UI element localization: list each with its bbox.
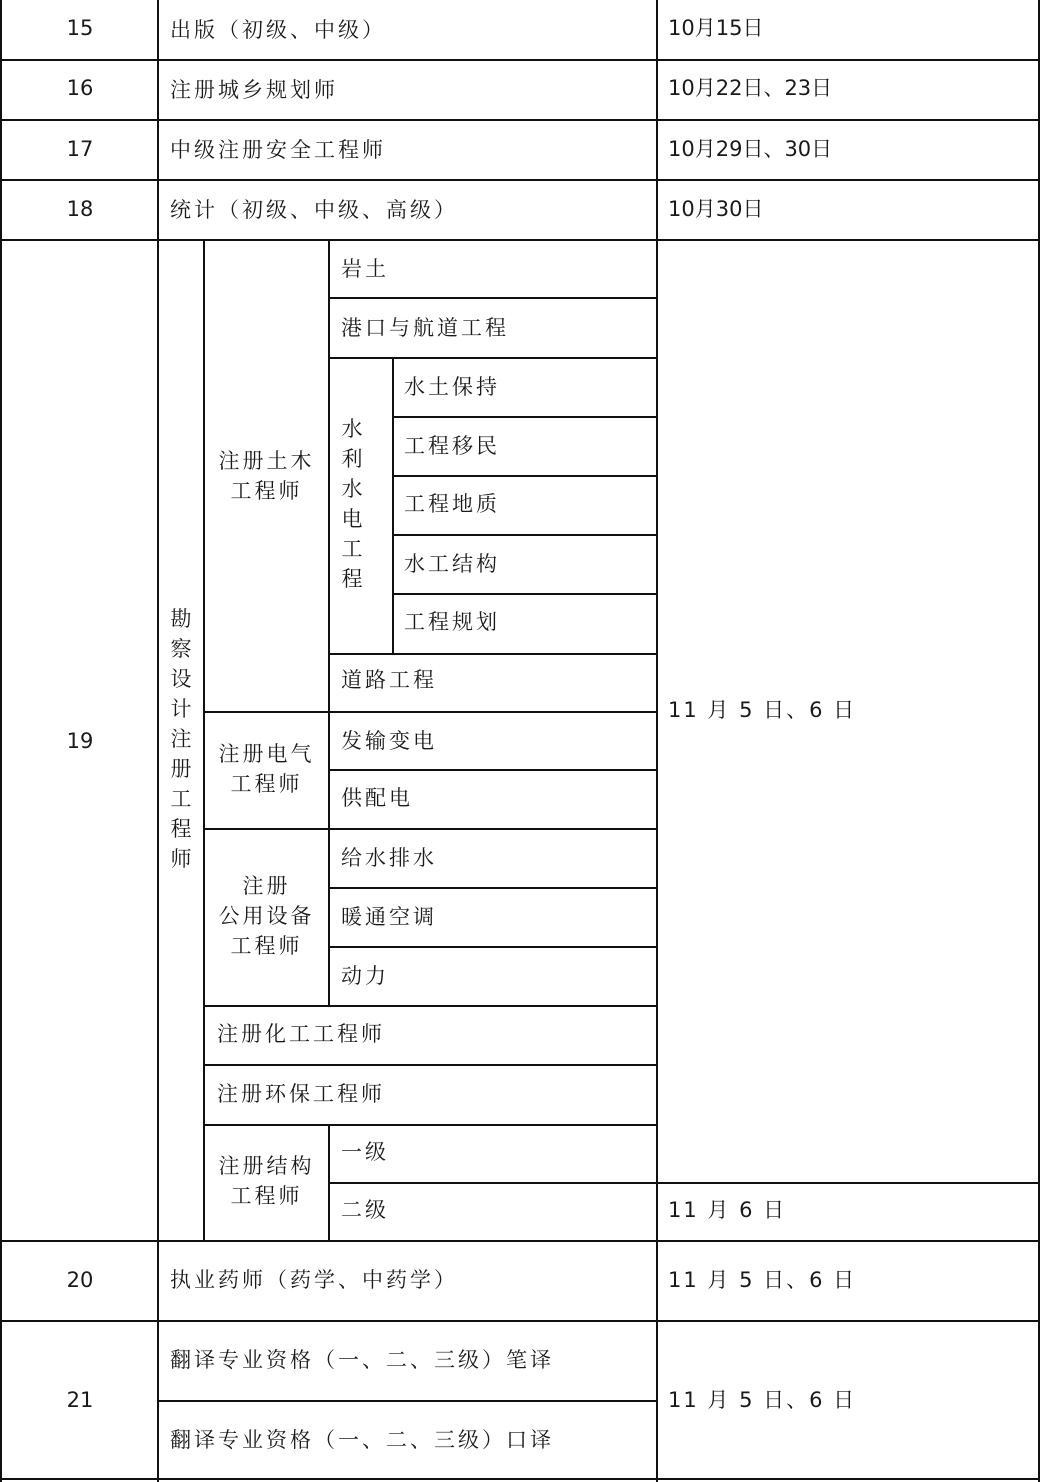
row-number: 19 <box>66 729 94 753</box>
grid-line <box>392 593 658 595</box>
label-line: 注册 <box>242 874 291 898</box>
grid-line <box>328 769 658 771</box>
exam-date: 11 月 5 日、6 日 <box>668 1268 857 1292</box>
grid-line <box>328 357 658 359</box>
specialty: 供配电 <box>341 786 413 810</box>
label-line: 工程师 <box>230 1184 303 1208</box>
hydro-item: 工程规划 <box>404 610 500 634</box>
hydro-item: 水土保持 <box>404 375 500 399</box>
civil-engineer-label <box>205 446 328 506</box>
exam-date: 10月29日、30日 <box>668 137 833 161</box>
specialty: 港口与航道工程 <box>341 316 509 340</box>
row-number: 17 <box>66 137 94 161</box>
grid-line <box>0 1320 1040 1322</box>
specialty: 发输变电 <box>341 729 437 753</box>
electrical-engineer-label <box>205 739 328 799</box>
row-number: 18 <box>66 197 94 221</box>
exam-name: 统计（初级、中级、高级） <box>170 198 458 222</box>
row-number: 15 <box>66 16 94 40</box>
specialty: 岩土 <box>341 257 389 281</box>
grid-line <box>328 887 658 889</box>
grid-line <box>392 534 658 536</box>
grid-line <box>392 475 658 477</box>
grid-line <box>328 239 330 1006</box>
exam-name: 中级注册安全工程师 <box>170 138 386 162</box>
grid-line <box>0 119 1040 121</box>
row-number: 16 <box>66 76 94 100</box>
grid-line <box>0 239 1040 241</box>
row-number: 21 <box>66 1388 94 1412</box>
row-number: 20 <box>66 1268 94 1292</box>
exam-date: 10月15日 <box>668 16 764 40</box>
label-line: 公用设备 <box>218 904 315 928</box>
structural-engineer-label <box>205 1151 328 1211</box>
hydro-item: 工程移民 <box>404 434 500 458</box>
exam-date: 10月30日 <box>668 197 764 221</box>
grid-line <box>0 59 1040 61</box>
grid-line <box>328 653 658 655</box>
specialty: 动力 <box>341 964 389 988</box>
label-line: 工程师 <box>230 934 303 958</box>
specialty: 道路工程 <box>341 668 437 692</box>
grid-line <box>203 828 658 830</box>
grid-line <box>392 357 394 653</box>
utility-engineer-label <box>205 871 328 961</box>
hydro-label: 水利水电工程 <box>341 417 363 591</box>
exam-name: 出版（初级、中级） <box>170 18 386 42</box>
grid-line <box>328 946 658 948</box>
category-label: 勘察设计注册工程师 <box>170 607 192 871</box>
grid-line <box>157 1400 658 1402</box>
exam-name: 注册城乡规划师 <box>170 78 338 102</box>
label-line: 注册结构 <box>218 1154 315 1178</box>
specialty: 一级 <box>341 1140 389 1164</box>
exam-date: 10月22日、23日 <box>668 76 833 100</box>
grid-line <box>203 1064 658 1066</box>
grid-line <box>0 1478 1040 1480</box>
exam-date: 11 月 6 日 <box>668 1198 787 1222</box>
exam-date: 11 月 5 日、6 日 <box>668 698 857 722</box>
label-line: 注册土木 <box>218 449 315 473</box>
grid-line <box>656 0 658 1482</box>
specialty: 注册化工工程师 <box>217 1022 385 1046</box>
exam-name: 翻译专业资格（一、二、三级）笔译 <box>170 1348 554 1372</box>
grid-line <box>392 416 658 418</box>
specialty: 二级 <box>341 1198 389 1222</box>
label-line: 工程师 <box>230 772 303 796</box>
grid-line <box>328 1182 1038 1184</box>
hydro-item: 工程地质 <box>404 492 500 516</box>
grid-line <box>328 297 658 299</box>
specialty: 注册环保工程师 <box>217 1082 385 1106</box>
exam-date: 11 月 5 日、6 日 <box>668 1388 857 1412</box>
grid-line <box>1038 0 1040 1482</box>
grid-line <box>0 1240 1040 1242</box>
grid-line <box>203 711 658 713</box>
label-line: 工程师 <box>230 479 303 503</box>
grid-line <box>203 1124 658 1126</box>
exam-name: 翻译专业资格（一、二、三级）口译 <box>170 1428 554 1452</box>
specialty: 给水排水 <box>341 846 437 870</box>
grid-line <box>0 179 1040 181</box>
specialty: 暖通空调 <box>341 905 437 929</box>
hydro-item: 水工结构 <box>404 552 500 576</box>
exam-name: 执业药师（药学、中药学） <box>170 1268 458 1292</box>
label-line: 注册电气 <box>218 742 315 766</box>
grid-line <box>203 1005 658 1007</box>
